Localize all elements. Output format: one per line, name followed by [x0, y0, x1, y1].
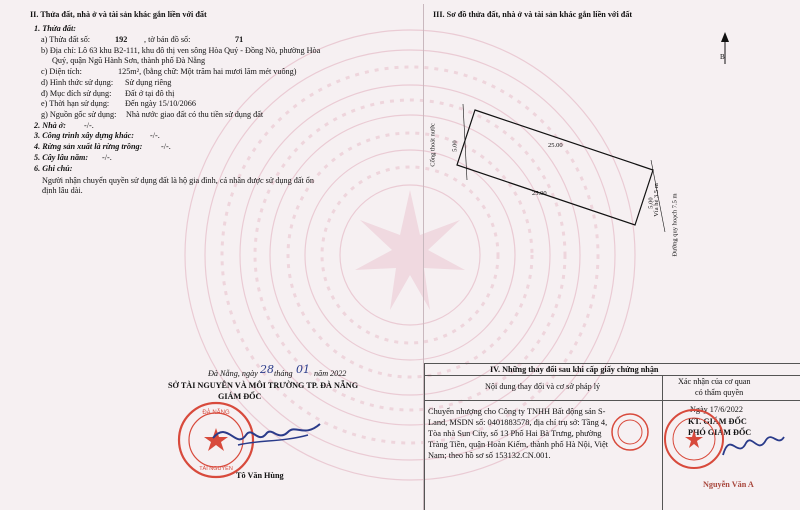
section-4-title: 4. Rừng sản xuất là rừng trồng: — [34, 142, 143, 151]
director-signature — [208, 410, 328, 460]
parcel-sketch — [455, 100, 685, 240]
section-iii-title: III. Sơ đồ thửa đất, nhà ở và tài sản khác gắn liền với đất — [433, 10, 633, 19]
dim-right: 5.00 — [647, 197, 655, 209]
sidewalk-label: Vỉa hè 3.5 m — [652, 183, 660, 217]
confirm-role-2: PHÓ GIÁM ĐỐC — [688, 428, 752, 437]
issue-month-label: tháng — [274, 369, 293, 378]
table-header-divider — [424, 400, 800, 401]
parcel-number-label: a) Thửa đất số: — [41, 35, 91, 44]
issuing-agency: SỞ TÀI NGUYÊN VÀ MÔI TRƯỜNG TP. ĐÀ NẴNG — [168, 381, 359, 390]
issue-month: 01 — [296, 363, 310, 376]
term-label: e) Thời hạn sử dụng: — [41, 99, 110, 108]
change-line-4: Tràng Tiền, quận Hoàn Kiếm, thành phố Hà Nội, Việt — [428, 440, 609, 449]
director-name: Tô Văn Hùng — [236, 471, 284, 480]
planned-road-label: Đường quy hoạch 7.5 m — [671, 193, 679, 257]
issue-year: 2022 — [330, 369, 347, 378]
section-4-value: -/-. — [161, 142, 171, 151]
purpose-value: Đất ở tại đô thị — [125, 89, 175, 98]
origin-label: g) Nguồn gốc sử dụng: — [41, 110, 117, 119]
section-1-title: 1. Thửa đất: — [34, 24, 76, 33]
section-5-title: 5. Cây lâu năm: — [34, 153, 89, 162]
svg-text:TÀI NGUYÊN: TÀI NGUYÊN — [199, 466, 233, 472]
section-3-title: 3. Công trình xây dựng khác: — [34, 131, 134, 140]
issue-date-prefix: Đà Nẵng, ngày — [208, 369, 258, 378]
usage-form-label: d) Hình thức sử dụng: — [41, 78, 114, 87]
change-line-3: Tòa nhà Sun City, số 13 Phố Hai Bà Trưng, phường — [428, 429, 602, 438]
origin-value: Nhà nước giao đất có thu tiền sử dụng đất — [126, 110, 264, 119]
north-label: B — [720, 53, 725, 61]
confirm-role-1: KT. GIÁM ĐỐC — [688, 417, 747, 426]
change-line-5: Nam; theo hồ sơ số 153132.CN.001. — [428, 451, 551, 460]
address-line-2: Quý, quận Ngũ Hành Sơn, thành phố Đà Nẵng — [52, 56, 206, 65]
table-title-divider — [424, 375, 800, 376]
changes-title: IV. Những thay đổi sau khi cấp giấy chứng nhận — [490, 365, 659, 374]
deputy-signature — [718, 425, 788, 465]
change-line-2: Land, MSDN số: 0401883578, địa chỉ trụ sở: Tầng 4, — [428, 418, 608, 427]
changes-col2-header-2: có thẩm quyền — [695, 388, 744, 397]
changes-col2-header-1: Xác nhận của cơ quan — [678, 377, 751, 386]
north-arrow-icon — [715, 30, 735, 66]
note-line-1: Người nhận chuyển quyền sử dụng đất là hộ gia đình, cá nhân được sử dụng đất ổn — [42, 176, 314, 185]
term-value: Đến ngày 15/10/2066 — [125, 99, 196, 108]
dim-top: 25.00 — [548, 142, 563, 149]
drain-label: Cống thoát nước — [429, 123, 437, 167]
map-sheet-label: , tờ bản đồ số: — [144, 35, 191, 44]
section-3-value: -/-. — [150, 131, 160, 140]
dim-bottom: 25.00 — [532, 190, 547, 197]
section-2-title: 2. Nhà ở: — [34, 121, 66, 130]
parcel-number-value: 192 — [115, 35, 128, 44]
change-line-1: Chuyển nhượng cho Công ty TNHH Bất động sản S- — [428, 407, 606, 416]
section-ii-title: II. Thửa đất, nhà ở và tài sản khác gắn liền với đất — [30, 10, 207, 19]
confirm-signer: Nguyễn Văn A — [703, 480, 754, 489]
confirmation-seal — [663, 408, 725, 470]
section-2-value: -/-. — [84, 121, 94, 130]
dim-left: 5.00 — [451, 140, 459, 152]
area-label: c) Diện tích: — [41, 67, 82, 76]
note-line-2: định lâu dài. — [42, 186, 83, 195]
usage-form-value: Sử dụng riêng — [125, 78, 172, 87]
area-value: 125m², (bằng chữ: Một trăm hai mươi lăm mét vuông) — [118, 67, 297, 76]
purpose-label: đ) Mục đích sử dụng: — [41, 89, 112, 98]
issue-day: 28 — [260, 363, 274, 376]
map-sheet-value: 71 — [235, 35, 244, 44]
changes-col1-header: Nội dung thay đổi và cơ sở pháp lý — [485, 382, 601, 391]
address-line-1: b) Địa chỉ: Lô 63 khu B2-111, khu đô thị ven sông Hòa Quý - Đồng Nò, phường Hòa — [41, 46, 321, 55]
issuer-role: GIÁM ĐỐC — [218, 392, 262, 401]
confirm-date: Ngày 17/6/2022 — [690, 405, 743, 414]
issue-year-label: năm — [314, 369, 329, 378]
registration-seal — [610, 412, 650, 452]
svg-text:ĐÀ NẴNG: ĐÀ NẴNG — [202, 410, 230, 416]
section-6-title: 6. Ghi chú: — [34, 164, 73, 173]
section-5-value: -/-. — [102, 153, 112, 162]
